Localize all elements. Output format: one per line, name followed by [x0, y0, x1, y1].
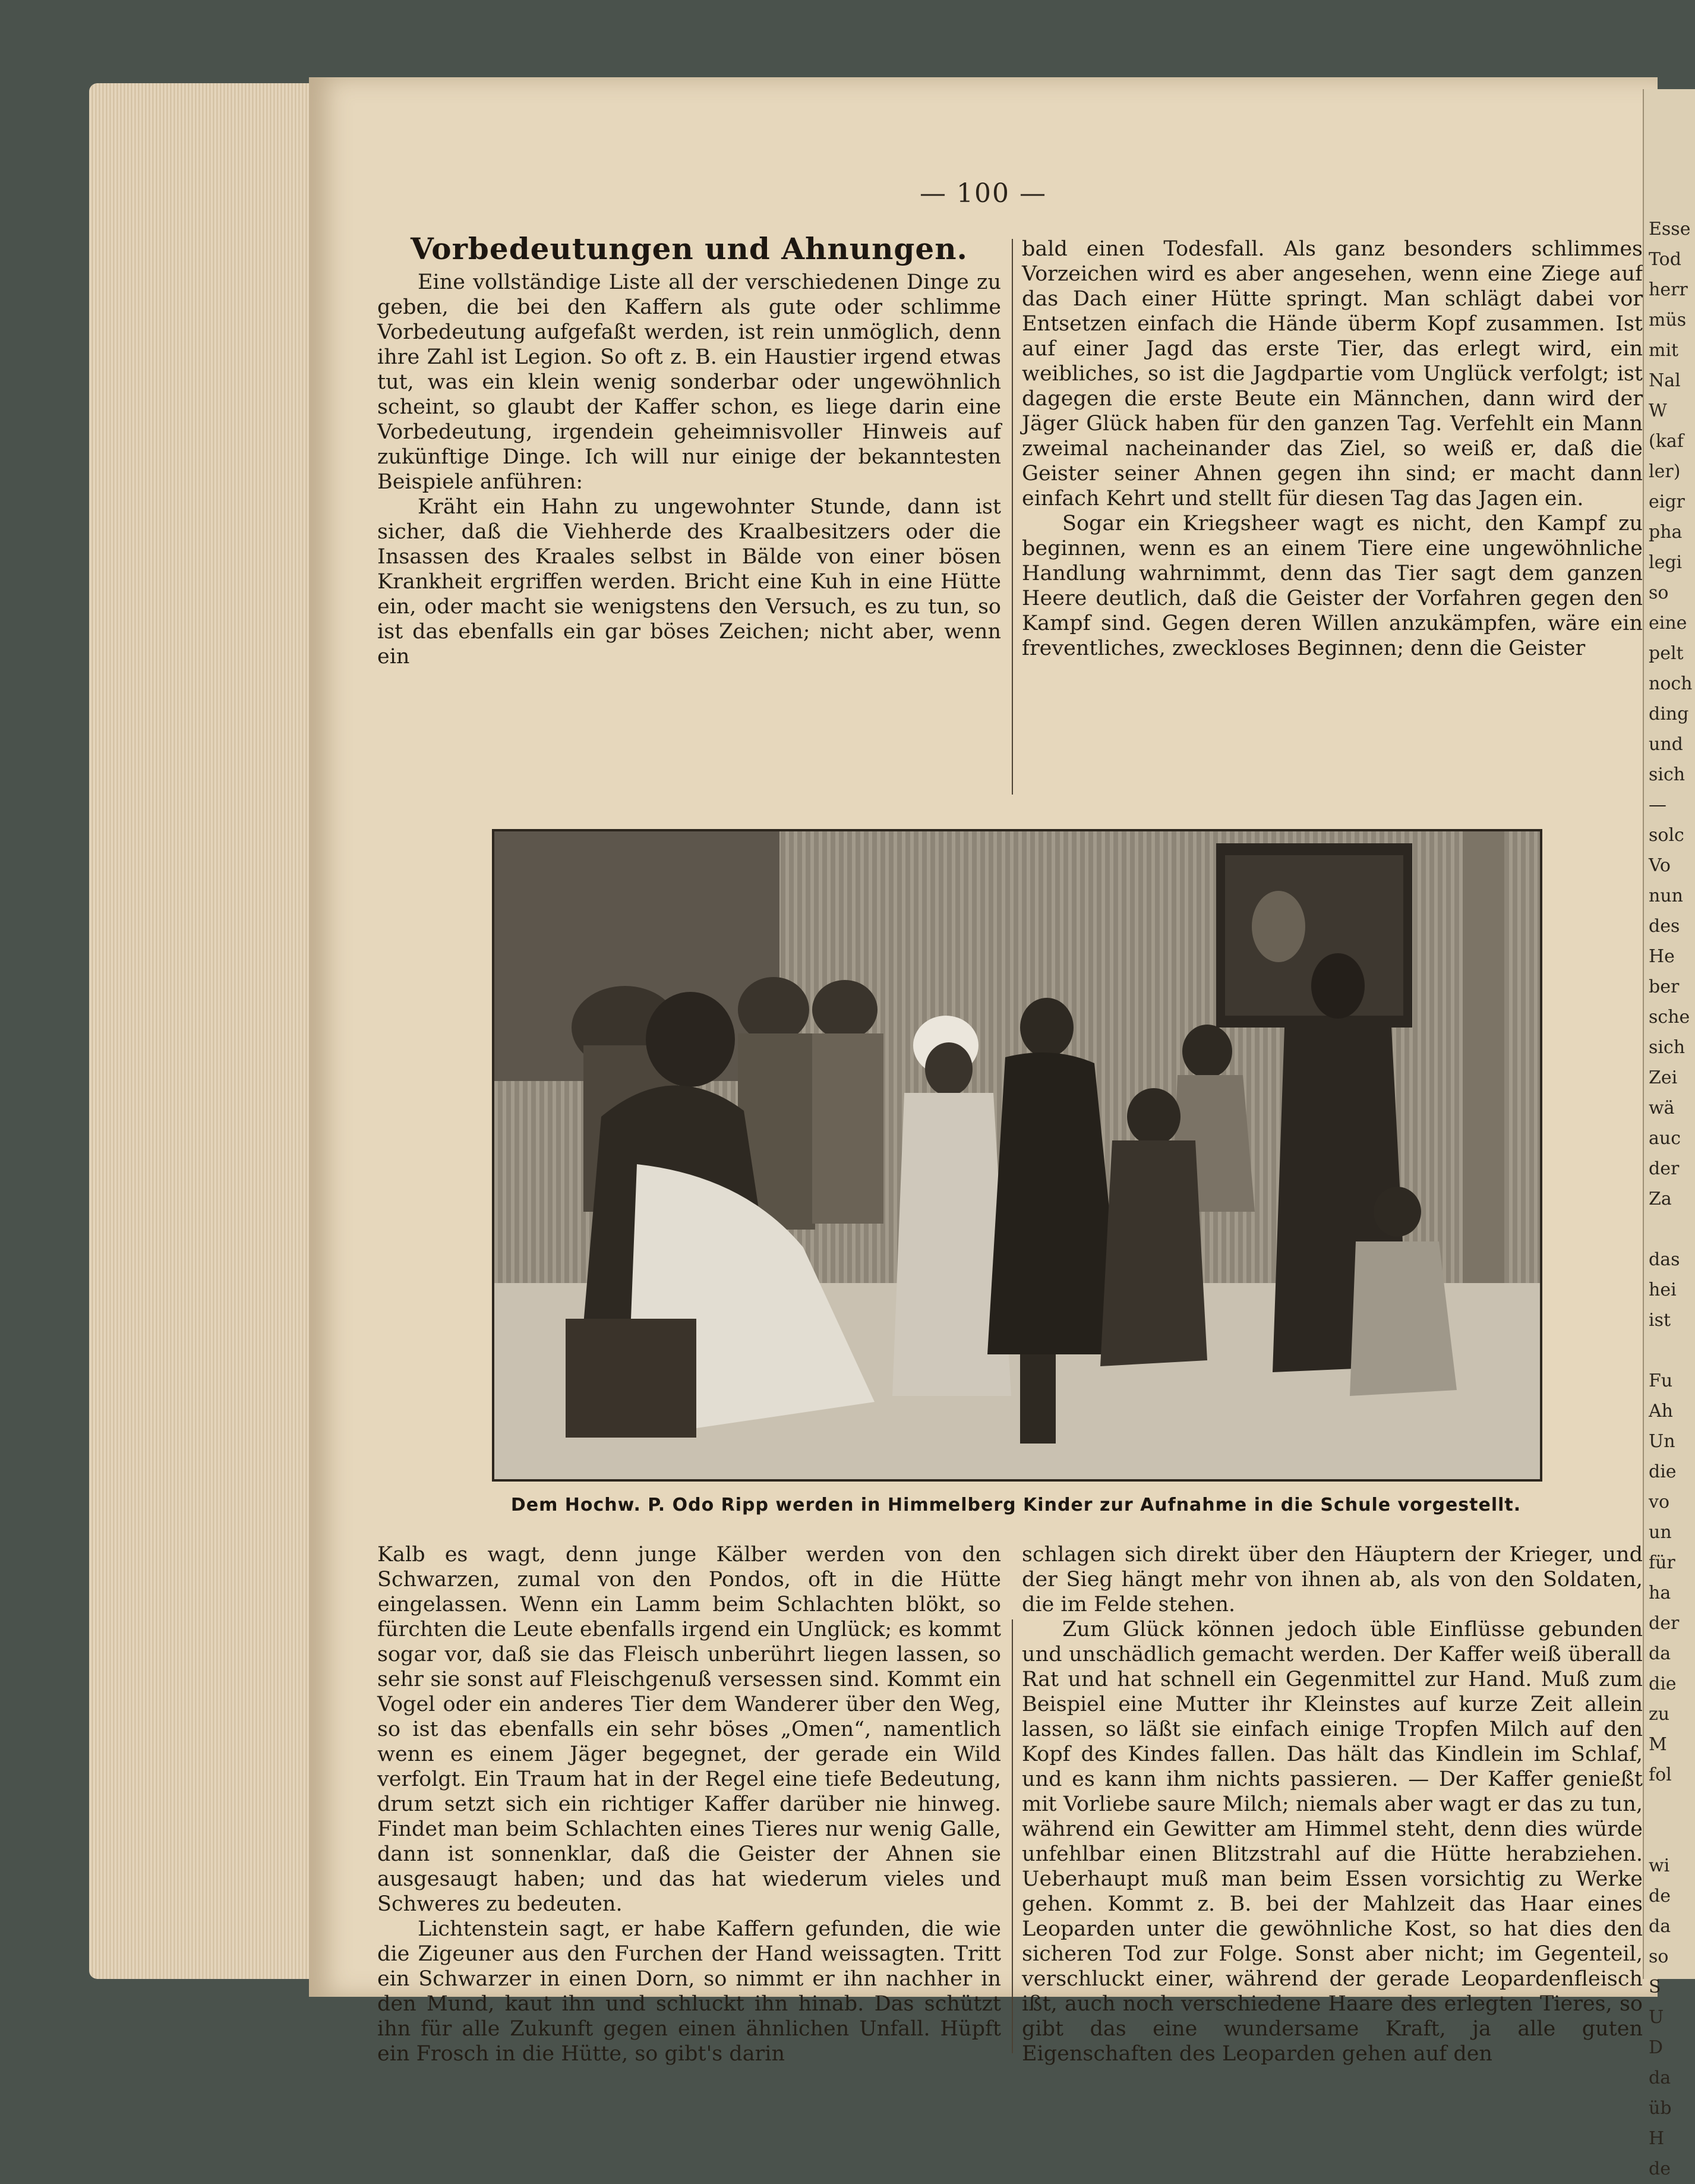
next-page-fragment: nun: [1649, 885, 1683, 906]
next-page-fragment: sich: [1649, 764, 1685, 785]
paragraph: Lichtenstein sagt, er habe Kaffern gefunden, die wie die Zigeuner aus den Furchen der Hand weissagten. Tritt ein Schwarzer in einen Dorn, so nimmt er ihn nachher in den Mund, kaut ihn und schluckt ihn hinab. Das schützt ihn für alle Zukunft gegen einen ähnlichen Unfall. Hüpft ein Frosch in die Hütte, so gibt's darin: [377, 1917, 1001, 2066]
next-page-fragment: de: [1649, 2158, 1671, 2179]
next-page-fragment: der: [1649, 1158, 1680, 1179]
book-page: [309, 77, 1658, 2066]
next-page-fragment: da: [1649, 1916, 1671, 1937]
next-page-fragment: eigr: [1649, 491, 1685, 512]
paragraph: Sogar ein Kriegsheer wagt es nicht, den Kampf zu beginnen, wenn es an einem Tiere eine ungewöhnliche Handlung wahrnimmt, denn das Tier sagt dem ganzen Heere deutlich, daß die Geister der Vorfahren gegen den Kampf sind. Gegen deren Willen anzukämpfen, wäre ein freventliches, zweckloses Beginnen; denn die Geister: [1022, 512, 1643, 660]
paragraph: Zum Glück können jedoch üble Einflüsse gebunden und unschädlich gemacht werden. Der Kaffer weiß überall Rat und hat schnell ein Gegenmittel zur Hand. Muß zum Beispiel eine Mutter ihr Kleinstes auf kurze Zeit allein lassen, so läßt sie einfach einige Tropfen Milch auf den Kopf des Kindes fallen. Das hält das Kindlein im Schlaf, und es kann ihm nichts passieren. — Der Kaffer genießt mit Vorliebe saure Milch; niemals aber wagt er das zu tun, während ein Gewitter am Himmel steht, denn dies würde unfehlbar einen Blitzstrahl auf die Hütte herabziehen. Ueberhaupt muß man beim Essen vorsichtig zu Werke gehen. Kommt z. B. bei der Mahlzeit das Haar eines Leoparden unter die gewöhnliche Kost, so hat dies den sicheren Tod zur Folge. Sonst aber nicht; im Gegenteil, verschluckt einer, während der gerade Leopardenfleisch ißt, auch noch verschiedene Haare des erlegten Tieres, so gibt das eine wundersame Kraft, ja alle guten Eigenschaften des Leoparden gehen auf den: [1022, 1618, 1643, 2066]
next-page-fragment: ding: [1649, 704, 1689, 724]
next-page-fragment: ber: [1649, 976, 1680, 997]
next-page-fragment: de: [1649, 1886, 1671, 1906]
next-page-fragment: pha: [1649, 522, 1683, 543]
next-page-fragment: wä: [1649, 1098, 1675, 1118]
next-page-fragment: das: [1649, 1249, 1680, 1270]
next-page-fragment: die: [1649, 1674, 1677, 1694]
next-page-fragment: vo: [1649, 1492, 1670, 1512]
next-page-fragment: legi: [1649, 552, 1683, 573]
column-right-bottom: [1022, 1542, 1643, 2066]
next-page-fragment: ist: [1649, 1310, 1671, 1331]
next-page-fragment: [1644, 1790, 1695, 1820]
next-page-fragment: die: [1649, 1461, 1677, 1482]
next-page-fragment: pelt: [1649, 643, 1684, 664]
paragraph: Eine vollständige Liste all der verschiedenen Dinge zu geben, die bei den Kaffern als gute oder schlimme Vorbedeutung aufgefaßt werden, ist rein unmöglich, denn ihre Zahl ist Legion. So oft z. B. ein Haustier irgend etwas tut, was ein klein wenig sonderbar oder ungewöhnlich scheint, so glaubt der Kaffer schon, es liege darin eine Vorbedeutung, irgendein geheimnisvoller Hinweis auf zukünftige Dinge. Ich will nur einige der bekanntesten Beispiele anführen:: [377, 270, 1001, 494]
next-page-fragment: Vo: [1649, 855, 1671, 876]
next-page-fragment: [1644, 1214, 1695, 1244]
column-divider-top: [1012, 239, 1013, 795]
column-right-top: [1022, 237, 1643, 661]
next-page-fragment: üb: [1649, 2098, 1672, 2119]
next-page-fragment: Za: [1649, 1189, 1672, 1209]
book-page-edges: [89, 83, 315, 1979]
next-page-fragment: und: [1649, 734, 1683, 755]
next-page-fragment: wi: [1649, 1855, 1670, 1876]
next-page-fragment: Un: [1649, 1431, 1675, 1452]
next-page-fragment: sich: [1649, 1037, 1685, 1058]
next-page-fragment: solc: [1649, 825, 1684, 846]
next-page-fragment: hei: [1649, 1279, 1677, 1300]
next-page-text: [1644, 89, 1695, 2184]
paragraph: schlagen sich direkt über den Häuptern der Krieger, und der Sieg hängt mehr von ihnen ab, als von den Soldaten, die im Felde stehen.: [1022, 1543, 1643, 1616]
paragraph: bald einen Todesfall. Als ganz besonders schlimmes Vorzeichen wird es aber angesehen, wenn eine Ziege auf das Dach einer Hütte springt. Man schlägt dabei vor Entsetzen einfach die Hände überm Kopf zusammen. Ist auf einer Jagd das erste Tier, das erlegt wird, ein weibliches, so ist die Jagdpartie vom Unglück verfolgt; ist dagegen die erste Beute ein Männchen, dann wird der Jäger Glück haben für den ganzen Tag. Verfehlt ein Mann zweimal nacheinander das Ziel, so weiß er, daß die Geister seiner Ahnen gegen ihn sind; er macht dann einfach Kehrt und stellt für diesen Tag das Jagen ein.: [1022, 237, 1643, 510]
column-divider-bottom: [1012, 1619, 1013, 2053]
next-page-fragment: Fu: [1649, 1370, 1673, 1391]
next-page-fragment: un: [1649, 1522, 1672, 1543]
next-page-fragment: [1644, 1335, 1695, 1366]
next-page-fragment: sche: [1649, 1007, 1690, 1028]
next-page-fragment: Ah: [1649, 1401, 1673, 1422]
next-page-fragment: W: [1649, 401, 1667, 421]
next-page-fragment: ha: [1649, 1583, 1671, 1603]
next-page-fragment: ler): [1649, 461, 1681, 482]
paragraph: Kalb es wagt, denn junge Kälber werden von den Schwarzen, zumal von den Pondos, oft in die Hütte eingelassen. Wenn ein Lamm beim Schlachten blökt, so fürchten die Leute ebenfalls irgend ein Unglück; es kommt sogar vor, daß sie das Fleisch unberührt liegen lassen, so sehr sie sonst auf Fleischgenuß versessen sind. Kommt ein Vogel oder ein anderes Tier dem Wanderer über den Weg, so ist das ebenfalls ein sehr böses „Omen“, namentlich wenn es einem Jäger begegnet, der gerade ein Wild verfolgt. Ein Traum hat in der Regel eine tiefe Bedeutung, drum setzt sich ein richtiger Kaffer darüber nie hinweg. Findet man beim Schlachten eines Tieres nur wenig Galle, dann ist sonnenklar, daß die Geister der Ahnen sie ausgesaugt haben; und das hat wiederum vieles und Schweres zu bedeuten.: [377, 1543, 1001, 1916]
next-page-fragment: [1644, 1820, 1695, 1851]
next-page-fragment: M: [1649, 1734, 1667, 1755]
next-page-fragment: da: [1649, 2068, 1671, 2088]
column-left-bottom: [377, 1542, 1001, 2066]
next-page-fragment: des: [1649, 916, 1680, 937]
next-page-fragment: S: [1649, 1977, 1661, 1997]
next-page-fragment: noch: [1649, 673, 1693, 694]
next-page-fragment: der: [1649, 1613, 1680, 1634]
paragraph: Kräht ein Hahn zu ungewohnter Stunde, dann ist sicher, daß die Viehherde des Kraalbesitzers oder die Insassen des Kraales selbst in Bälde von einer bösen Krankheit ergriffen werden. Bricht eine Kuh in eine Hütte ein, oder macht sie wenigstens den Versuch, es zu tun, so ist das ebenfalls ein gar böses Zeichen; nicht aber, wenn ein: [377, 495, 1001, 669]
next-page-fragment: herr: [1649, 279, 1688, 300]
photograph: [492, 829, 1542, 1482]
next-page-fragment: Nal: [1649, 370, 1681, 391]
next-page-fragment: He: [1649, 946, 1675, 967]
article-heading: Vorbedeutungen und Ahnungen.: [411, 231, 968, 266]
next-page-edge: [1643, 89, 1695, 2179]
next-page-fragment: müs: [1649, 310, 1687, 330]
next-page-fragment: mit: [1649, 340, 1679, 361]
next-page-fragment: Zei: [1649, 1067, 1678, 1088]
photo-caption: Dem Hochw. P. Odo Ripp werden in Himmelberg Kinder zur Aufnahme in die Schule vorgestellt.: [510, 1495, 1522, 1515]
next-page-fragment: —: [1649, 795, 1666, 815]
next-page-fragment: D: [1649, 2037, 1664, 2058]
next-page-fragment: zu: [1649, 1704, 1670, 1725]
page-number: — 100 —: [920, 178, 1047, 209]
next-page-fragment: da: [1649, 1643, 1671, 1664]
column-left-top: [377, 231, 1001, 669]
next-page-fragment: für: [1649, 1552, 1675, 1573]
next-page-fragment: Esse: [1649, 219, 1691, 239]
next-page-fragment: so: [1649, 1946, 1669, 1967]
next-page-fragment: U: [1649, 2007, 1664, 2028]
next-page-fragment: H: [1649, 2128, 1665, 2149]
next-page-fragment: eine: [1649, 613, 1687, 634]
next-page-fragment: so: [1649, 582, 1669, 603]
next-page-fragment: (kaf: [1649, 431, 1684, 452]
photograph-scene: [494, 831, 1540, 1479]
next-page-fragment: auc: [1649, 1128, 1681, 1149]
next-page-fragment: Tod: [1649, 249, 1681, 270]
next-page-fragment: fol: [1649, 1764, 1672, 1785]
